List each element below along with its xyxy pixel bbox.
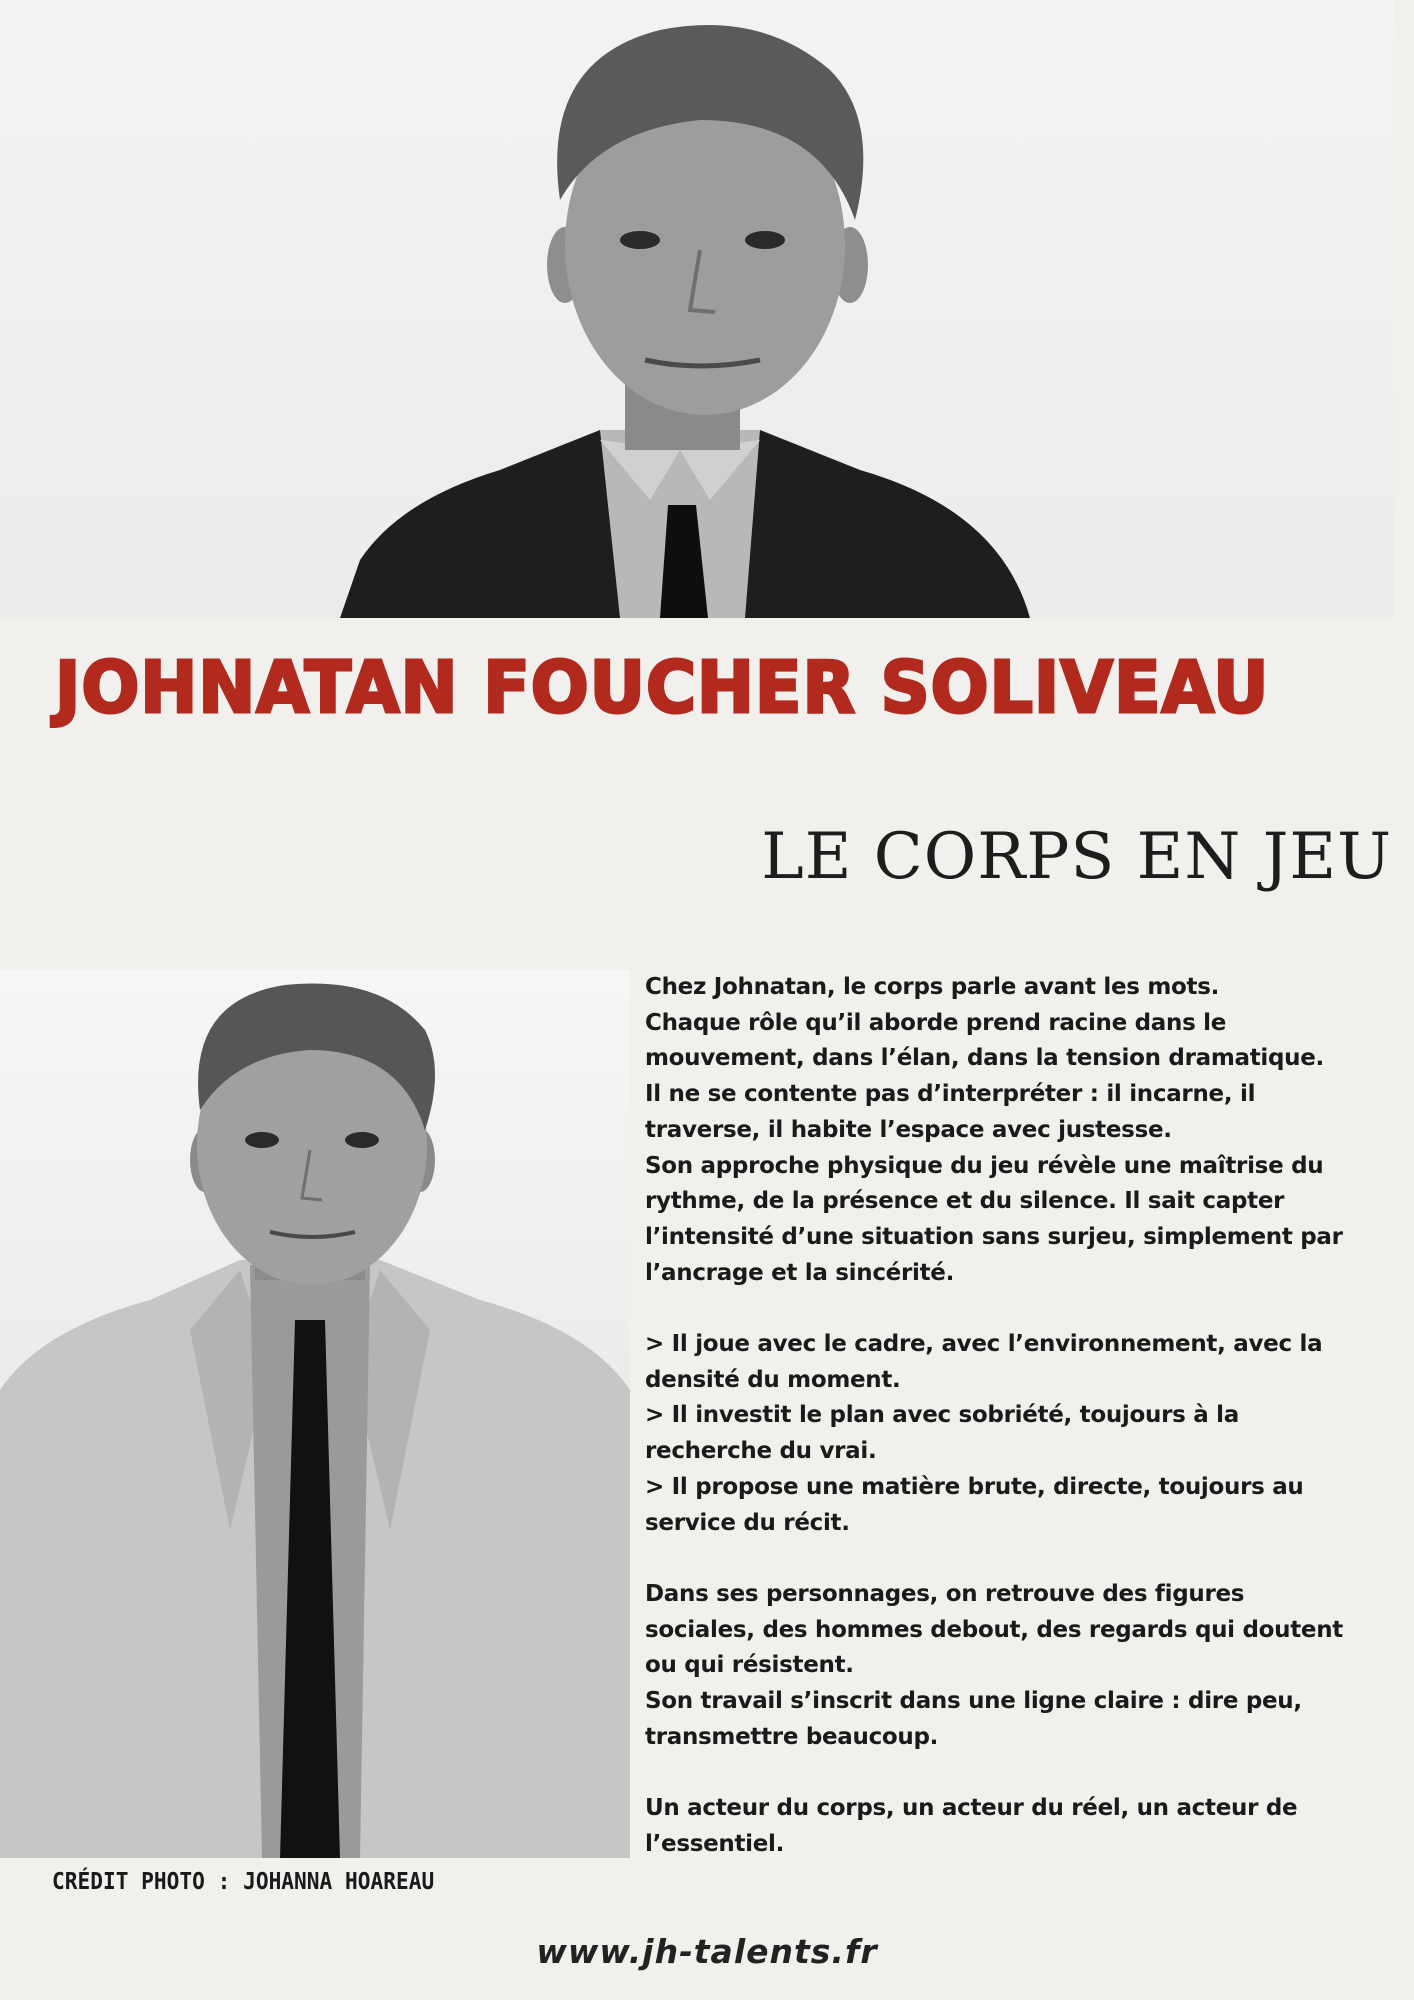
bio-paragraph: Son approche physique du jeu révèle une maîtrise du rythme, de la présence et du silence. Il sait capter l’intensité d’une situation sans surjeu, simplement par l’ancrage et la sincérité. [645, 1152, 1343, 1286]
bio-paragraph: Un acteur du corps, un acteur du réel, un acteur de l’essentiel. [645, 1795, 1298, 1857]
bio-paragraph: Son travail s’inscrit dans une ligne claire : dire peu, transmettre beaucoup. [645, 1688, 1302, 1750]
tagline: LE CORPS EN JEU [761, 820, 1392, 894]
bio-bullet: > Il investit le plan avec sobriété, toujours à la recherche du vrai. [645, 1402, 1239, 1465]
portrait-illustration-top [0, 0, 1394, 618]
portrait-photo-left [0, 970, 630, 1858]
photo-credit: CRÉDIT PHOTO : JOHANNA HOAREAU [52, 1869, 435, 1895]
website-link[interactable]: www.jh-talents.fr [536, 1932, 878, 1971]
biography [645, 970, 1345, 1863]
bio-paragraph: Dans ses personnages, on retrouve des figures sociales, des hommes debout, des regards qui doutent ou qui résistent. [645, 1580, 1343, 1679]
bio-paragraph: Chaque rôle qu’il aborde prend racine dans le mouvement, dans l’élan, dans la tension dramatique. Il ne se contente pas d’interpréter : il incarne, il traverse, il habite l’espace avec justesse. [645, 1009, 1324, 1143]
bio-bullet: > Il propose une matière brute, directe, toujours au service du récit. [645, 1473, 1304, 1536]
bio-paragraph: Chez Johnatan, le corps parle avant les mots. [645, 974, 1220, 1000]
actor-name: JOHNATAN FOUCHER SOLIVEAU [55, 646, 1270, 729]
bio-bullet: > Il joue avec le cadre, avec l’environnement, avec la densité du moment. [645, 1331, 1323, 1393]
portrait-photo-top [0, 0, 1394, 618]
portrait-illustration-left [0, 970, 630, 1858]
